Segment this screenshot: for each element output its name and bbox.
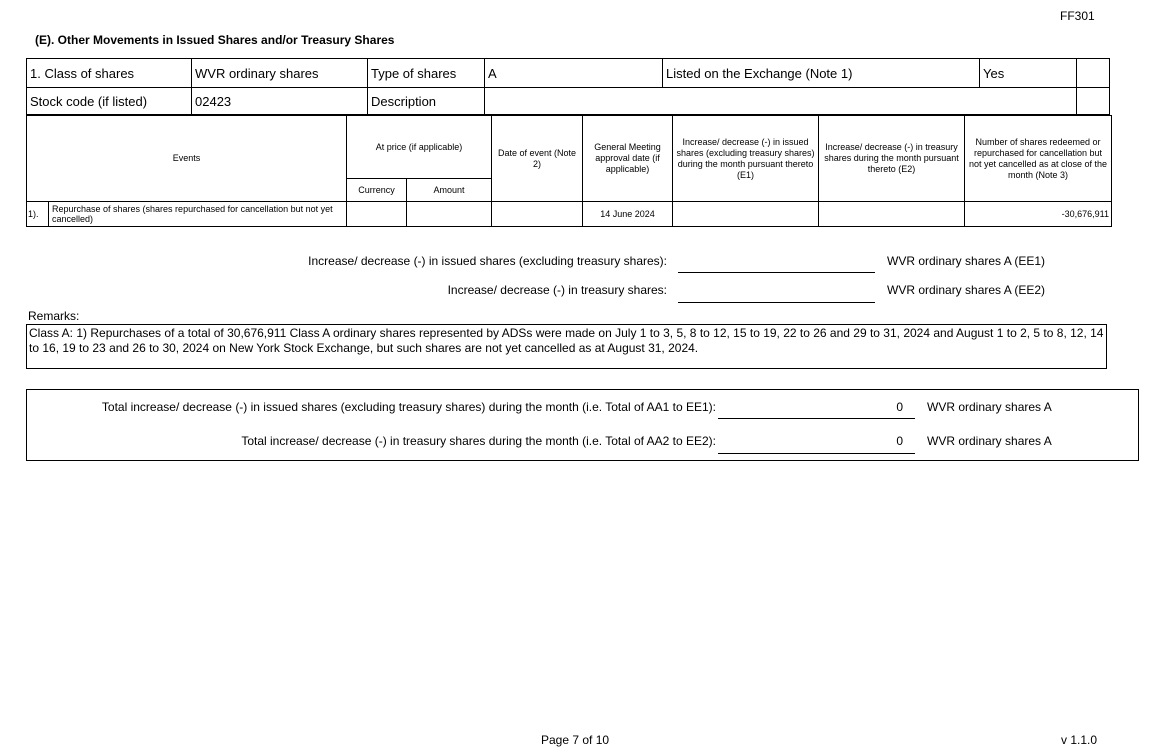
class-info-table [26,58,1110,115]
gm-approval-cell: 14 June 2024 [583,202,673,227]
description-value [485,88,1077,115]
treasury-change-unit: WVR ordinary shares A (EE2) [887,283,1046,297]
type-of-shares-value: A [485,59,663,88]
class-of-shares-value: WVR ordinary shares [192,59,368,88]
amount-header: Amount [407,179,492,202]
blank-cell [1077,59,1110,88]
description-label: Description [368,88,485,115]
table-row [27,202,1112,227]
issued-change-unit: WVR ordinary shares A (EE1) [887,254,1046,268]
totals-box [26,389,1139,461]
events-header: Events [27,116,347,202]
total-treasury-label: Total increase/ decrease (-) in treasury shares during the month (i.e. Total of AA2 to EE2): [241,434,716,448]
redeemed-not-cancelled-cell: -30,676,911 [965,202,1112,227]
class-of-shares-label: 1. Class of shares [27,59,192,88]
listed-value: Yes [980,59,1077,88]
change-treasury-header: Increase/ decrease (-) in treasury shares during the month pursuant thereto (E2) [819,116,965,202]
events-table [26,115,1112,227]
change-treasury-cell [819,202,965,227]
remarks-label: Remarks: [28,309,80,323]
issued-change-label: Increase/ decrease (-) in issued shares (excluding treasury shares): [308,254,667,268]
blank-cell [1077,88,1110,115]
at-price-header: At price (if applicable) [347,116,492,179]
gm-approval-header: General Meeting approval date (if applicable) [583,116,673,202]
total-issued-value: 0 [896,400,903,414]
event-description: Repurchase of shares (shares repurchased for cancellation but not yet cancelled) [49,202,347,227]
total-issued-unit: WVR ordinary shares A [927,400,1052,414]
row-number: 1). [27,202,49,227]
date-of-event-cell [492,202,583,227]
issued-change-field [678,272,875,273]
treasury-change-label: Increase/ decrease (-) in treasury shares: [447,283,667,297]
remarks-text: Class A: 1) Repurchases of a total of 30,676,911 Class A ordinary shares represented by ADSs were made on July 1 to 3, 5, 8 to 12, 15 to 19, 22 to 26 and 29 to 31, 2024 and August 1 to 2, 5 to 8, 12, 14 to 16, 19 to 23 and 26 to 30, 2024 on New York Stock Exchange, but such shares are not yet cancelled as at August 31, 2024. [29,326,1104,355]
currency-header: Currency [347,179,407,202]
total-treasury-unit: WVR ordinary shares A [927,434,1052,448]
treasury-change-field [678,302,875,303]
listed-label: Listed on the Exchange (Note 1) [663,59,980,88]
amount-cell [407,202,492,227]
total-issued-label: Total increase/ decrease (-) in issued shares (excluding treasury shares) during the month (i.e. Total of AA1 to EE1): [101,400,716,414]
type-of-shares-label: Type of shares [368,59,485,88]
redeemed-not-cancelled-header: Number of shares redeemed or repurchased for cancellation but not yet cancelled as at close of the month (Note 3) [965,116,1112,202]
total-treasury-field [718,453,915,454]
change-issued-cell [673,202,819,227]
total-treasury-value: 0 [896,434,903,448]
change-issued-header: Increase/ decrease (-) in issued shares (excluding treasury shares) during the month pursuant thereto (E1) [673,116,819,202]
section-title: (E). Other Movements in Issued Shares and/or Treasury Shares [35,33,395,47]
version-label: v 1.1.0 [1061,733,1098,747]
total-issued-field [718,418,915,419]
remarks-box [26,324,1107,369]
form-code: FF301 [1060,9,1095,23]
stock-code-label: Stock code (if listed) [27,88,192,115]
page-number: Page 7 of 10 [541,733,610,747]
currency-cell [347,202,407,227]
stock-code-value: 02423 [192,88,368,115]
date-of-event-header: Date of event (Note 2) [492,116,583,202]
